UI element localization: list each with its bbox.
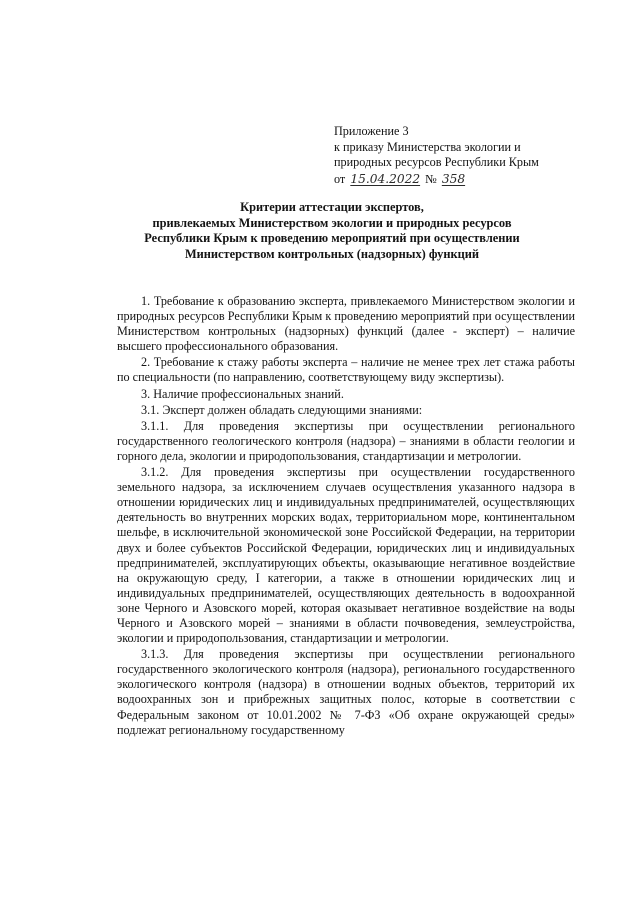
document-body	[117, 294, 575, 738]
paragraph-3-1-2: 3.1.2. Для проведения экспертизы при осуществлении государственного земельного надзора, за исключением случаев осуществления указанного надзора в отношении юридических лиц и индивидуальных предпринимателей, осуществляющих деятельность во внутренних морских водах, территориальном море, континентальном шельфе, в исключительной экономической зоне Российской Федерации, на территории двух и более субъектов Российской Федерации, юридических лиц и индивидуальных предпринимателей, эксплуатирующих объекты, оказывающие негативное воздействие на окружающую среду, I категории, а также в отношении юридических лиц и индивидуальных предпринимателей, осуществляющих деятельность в водоохранной зоне Черного и Азовского морей, которая оказывает негативное воздействие на воды Черного и Азовского морей – знаниями в области почвоведения, землеустройства, экологии и природопользования, стандартизации и метрологии.	[117, 465, 575, 646]
appendix-header	[334, 124, 594, 187]
appendix-order-ref: к приказу Министерства экологии и	[334, 139, 521, 154]
handwritten-number: 358	[441, 171, 466, 186]
title-line-4: Министерством контрольных (надзорных) функций	[184, 246, 480, 261]
appendix-ministry: природных ресурсов Республики Крым	[334, 155, 539, 169]
paragraph-1: 1. Требование к образованию эксперта, привлекаемого Министерством экологии и природных ресурсов Республики Крым к проведению мероприятий при осуществлении Министерством контрольных (надзорных) функций (далее - эксперт) – наличие высшего профессионального образования.	[117, 294, 575, 354]
appendix-number: Приложение 3	[334, 124, 409, 138]
paragraph-3-1-1: 3.1.1. Для проведения экспертизы при осуществлении регионального государственного геологического контроля (надзора) – знаниями в области геологии и горного дела, экологии и природопользования, стандартизации и метрологии.	[117, 418, 575, 463]
handwritten-date: 15.04.2022	[350, 171, 421, 186]
paragraph-3-1-3: 3.1.3. Для проведения экспертизы при осуществлении регионального государственного экологического контроля (надзора), регионального государственного экологического контроля (надзора) в отношении водных объектов, территорий их водоохранных зон и прибрежных защитных полос, которые в соответствии с Федеральным законом от 10.01.2002 № 7-ФЗ «Об охране окружающей среды» подлежат региональному государственному	[117, 647, 575, 737]
appendix-date-line	[334, 172, 594, 188]
paragraph-2: 2. Требование к стажу работы эксперта – наличие не менее трех лет стажа работы по специальности (по направлению, соответствующему виду экспертизы).	[117, 355, 575, 385]
date-prefix: от	[334, 171, 346, 186]
number-sign: №	[425, 171, 437, 186]
title-line-1: Критерии аттестации экспертов,	[240, 200, 424, 214]
paragraph-3: 3. Наличие профессиональных знаний.	[141, 386, 344, 401]
title-line-2: привлекаемых Министерством экологии и природных ресурсов	[152, 215, 512, 230]
title-line-3: Республики Крым к проведению мероприятий при осуществлении	[144, 231, 520, 246]
document-title	[112, 200, 552, 262]
paragraph-3-1: 3.1. Эксперт должен обладать следующими знаниями:	[141, 402, 423, 417]
